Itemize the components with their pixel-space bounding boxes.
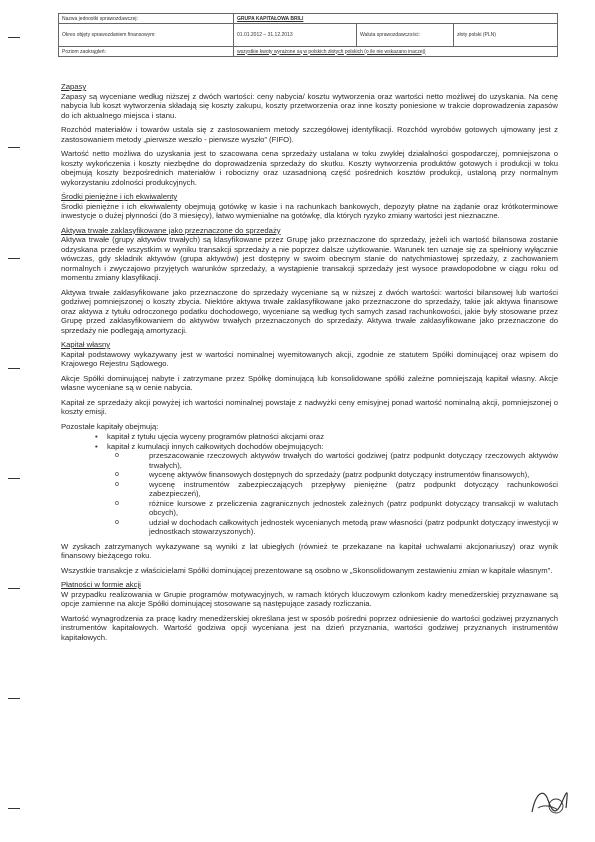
section-heading: Aktywa trwałe zaklasyfikowane jako przeznaczone do sprzedaży bbox=[61, 225, 281, 235]
section-platnosci-w-formie-akcji bbox=[61, 580, 558, 642]
paragraph: W zyskach zatrzymanych wykazywane są wyniki z lat ubiegłych (również te przekazane na kapitał uchwalami akcjonariuszy) oraz wynik finansowy bieżącego roku. bbox=[61, 541, 558, 560]
section-heading: Zapasy bbox=[61, 82, 87, 91]
section-heading: Środki pieniężne i ich ekwiwalenty bbox=[61, 192, 178, 201]
paragraph: Kapitał ze sprzedaży akcji powyżej ich wartości nominalnej powstaje z nadwyżki ceny emisyjnej ponad wartość nominalną akcji, pomniejszonej o koszty emisji. bbox=[61, 397, 558, 416]
bullet-list bbox=[61, 432, 558, 537]
currency-value: złoty polski (PLN) bbox=[454, 24, 558, 47]
rounding-label: Poziom zaokrągleń: bbox=[59, 47, 234, 57]
header-table bbox=[58, 13, 558, 57]
section-srodki-pieniezne bbox=[61, 192, 558, 221]
margin-mark bbox=[8, 368, 20, 369]
sub-bullet-list bbox=[107, 451, 558, 537]
paragraph: Kapitał podstawowy wykazywany jest w wartości nominalnej wyemitowanych akcji, zgodnie ze statutem Spółki dominującej oraz wpisem do Krajowego Rejestru Sądowego. bbox=[61, 349, 558, 368]
rounding-note: wszystkie kwoty wyrażone są w polskich złotych polskich (o ile nie wskazano inaczej) bbox=[234, 47, 558, 57]
handwritten-signature-icon bbox=[526, 782, 572, 822]
sub-bullet-item: o udział w dochodach całkowitych jednostek wycenianych metodą praw własności (patrz podpunkt dotyczący inwestycji w jednostkach stowarzyszonych). bbox=[149, 518, 558, 537]
section-kapital-wlasny bbox=[61, 340, 558, 575]
margin-mark bbox=[8, 588, 20, 589]
sub-bullet-item: o wycenę instrumentów zabezpieczających przepływy pieniężne (patrz podpunkt dotyczący rachunkowości zabezpieczeń), bbox=[149, 480, 558, 499]
entity-label: Nazwa jednostki sprawozdawczej: bbox=[59, 14, 234, 24]
period-value: 01.01.2012 – 31.12.2013 bbox=[234, 24, 357, 47]
paragraph: Aktywa trwałe zaklasyfikowane jako przeznaczone do sprzedaży wyceniane są w niższej z dwóch wartości: wartości bilansowej lub wartości godziwej pomniejszonej o koszty zbycia. Niektóre aktywa trwałe zaklasyfikowane jako przeznaczone do sprzedaży, takie jak aktywa finansowe oraz aktywa z tytułu odroczonego podatku dochodowego, wyceniane są według tych samych zasad rachunkowości, jakie były stosowane przez Grupę przed zaklasyfikowaniem do aktywów trwałych przeznaczonych do sprzedaży. Aktywa trwałe zaklasyfikowane jako przeznaczone do sprzedaży nie podlegają amortyzacji. bbox=[61, 287, 558, 335]
bullet-item bbox=[107, 442, 558, 537]
section-zapasy bbox=[61, 82, 558, 187]
period-label: Okres objęty sprawozdaniem finansowym: bbox=[59, 24, 234, 47]
sub-bullet-item: o różnice kursowe z przeliczenia zagranicznych jednostek zależnych (patrz podpunkt dotyczący transakcji w walutach obcych), bbox=[149, 499, 558, 518]
sub-bullet-item: o przeszacowanie rzeczowych aktywów trwałych do wartości godziwej (patrz podpunkt dotyczący rzeczowych aktywów trwałych), bbox=[149, 451, 558, 470]
margin-mark bbox=[8, 698, 20, 699]
margin-mark bbox=[8, 37, 20, 38]
bullet-item: • kapitał z tytułu ujęcia wyceny programów płatności akcjami oraz bbox=[107, 432, 558, 442]
sub-bullet-item: o wycenę aktywów finansowych dostępnych do sprzedaży (patrz podpunkt dotyczący instrumentów finansowych), bbox=[149, 470, 558, 480]
paragraph: Aktywa trwałe (grupy aktywów trwałych) są klasyfikowane przez Grupę jako przeznaczone do sprzedaży, jeżeli ich wartość bilansowa zostanie odzyskana przede wszystkim w wyniku transakcji sprzedaży a nie poprzez dalsze użytkowanie. Warunek ten uznaje się za spełniony wyłącznie wówczas, gdy składnik aktywów (grupa aktywów) jest dostępny w swoim obecnym stanie do natychmiastowej sprzedaży, z zachowaniem normalnych i zwyczajowo przyjętych warunków sprzedaży, a wystąpienie transakcji sprzedaży jest wysoce prawdopodobne w ciągu roku od momentu zmiany klasyfikacji. bbox=[61, 235, 558, 282]
paragraph: Wszystkie transakcje z właścicielami Spółki dominującej prezentowane są osobno w „Skonsolidowanym zestawieniu zmian w kapitale własnym”. bbox=[61, 565, 553, 575]
section-heading: Płatności w formie akcji bbox=[61, 580, 141, 589]
paragraph: Akcje Spółki dominującej nabyte i zatrzymane przez Spółkę dominującą lub konsolidowane spółki zależne pomniejszają kapitał własny. Akcje własne wyceniane są w cenie nabycia. bbox=[61, 373, 558, 392]
margin-mark bbox=[8, 478, 20, 479]
margin-mark bbox=[8, 258, 20, 259]
document-body bbox=[61, 82, 558, 647]
paragraph: Wartość netto możliwa do uzyskania jest to szacowana cena sprzedaży ustalana w toku zwykłej działalności gospodarczej, pomniejszona o koszty wykończenia i koszty niezbędne do doprowadzenia sprzedaży do skutku. Koszty wytworzenia produktów gotowych i produkcji w toku obejmują koszty bezpośrednich materiałów i robocizny oraz uzasadnioną część pośrednich kosztów produkcji, ustaloną przy normalnym wykorzystaniu zdolności produkcyjnych. bbox=[61, 149, 558, 187]
company-name: GRUPA KAPITAŁOWA BRILI bbox=[234, 14, 558, 24]
paragraph: Zapasy są wyceniane według niższej z dwóch wartości: ceny nabycia/ kosztu wytworzenia oraz wartości netto możliwej do uzyskania. Na cenę nabycia lub koszt wytworzenia składają się koszty zakupu, koszty przetworzenia oraz inne koszty poniesione w trakcie doprowadzenia zapasów do ich aktualnego miejsca i stanu. bbox=[61, 91, 558, 120]
section-aktywa-trwale bbox=[61, 226, 558, 336]
paragraph: Wartość wynagrodzenia za pracę kadry menedżerskiej określana jest w sposób pośredni poprzez odniesienie do wartości godziwej przyznanych instrumentów kapitałowych. Wartość godziwa opcji wyceniana jest na dzień przyznania, wartości godziwej przyznanych instrumentów kapitałowych. bbox=[61, 613, 558, 642]
paragraph: Rozchód materiałów i towarów ustala się z zastosowaniem metody szczegółowej identyfikacji. Rozchód wyrobów gotowych ujmowany jest z zastosowaniem metody „pierwsze weszło - pierwsze wyszło” (FIFO). bbox=[61, 125, 558, 144]
paragraph: Pozostałe kapitały obejmują: bbox=[61, 421, 159, 431]
paragraph: Środki pieniężne i ich ekwiwalenty obejmują gotówkę w kasie i na rachunkach bankowych, depozyty płatne na żądanie oraz krótkoterminowe inwestycje o dużej płynności (do 3 miesięcy), łatwo wymienialne na gotówkę, dla których ryzyko zmiany wartości jest nieznaczne. bbox=[61, 201, 558, 220]
bullet-item-text: kapitał z kumulacji innych całkowitych dochodów obejmujących: bbox=[107, 441, 324, 451]
section-heading: Kapitał własny bbox=[61, 340, 111, 349]
margin-mark bbox=[8, 147, 20, 148]
currency-label: Waluta sprawozdawczości: bbox=[357, 24, 454, 47]
margin-mark bbox=[8, 808, 20, 809]
paragraph: W przypadku realizowania w Grupie programów motywacyjnych, w ramach których kluczowym członkom kadry menedżerskiej przyznawane są opcje zamienne na akcje Spółki dominującej stosowane są następujące zasady rozliczania. bbox=[61, 589, 558, 608]
